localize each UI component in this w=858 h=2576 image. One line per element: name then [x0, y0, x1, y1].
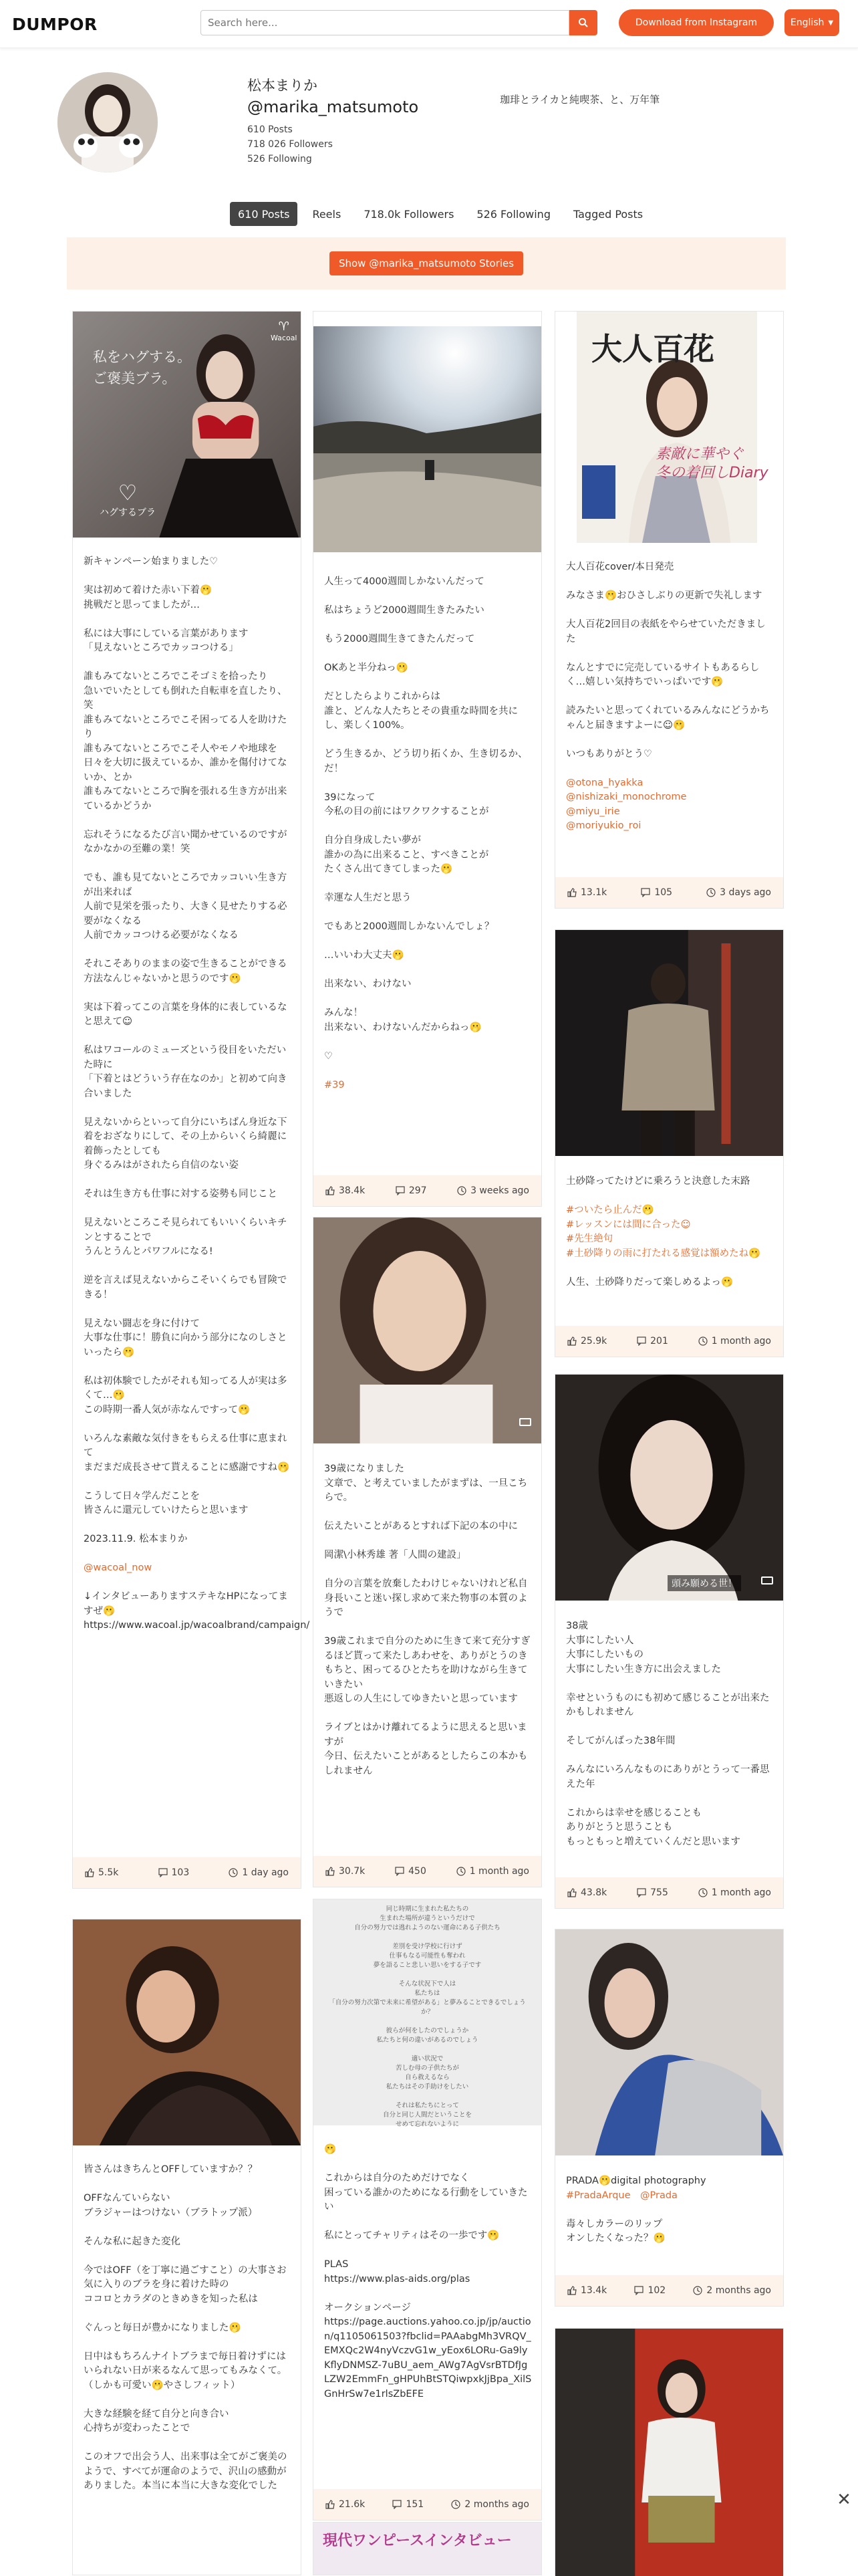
- thumbs-up-icon: [325, 1186, 335, 1195]
- ad-heart: ♡ ハグするブラ: [100, 480, 156, 518]
- avatar-photo: [57, 72, 158, 172]
- post-caption: 新キャンペーン始まりました♡ 実は初めて着けた赤い下着🫢 挑戦だと思ってましたが… 私には大事にしている言葉があります 「見えないところでカッコつける」 誰もみてないところでこそゴミを拾ったり 急いでいたとしても倒れた自転車を直したり、笑 誰もみてないところでこそ困ってる人を助けたり 誰もみてないところでこそ人やモノや地球を 日々を大切に扱えているか、誰かを傷付けてないか、とか 誰もみてないところで胸を張れる生き方が出来ているかどうか 忘れそうになるたび言い聞かせているのですが なかなかの至難の業！笑 でも、誰も見てないところでカッコいい生き方が出来れば 人前で見栄を張ったり、大きく見せたりする必要がなくなる 人前でカッコつける必要がなくなる それこそありのままの姿で生きることができる方法なんじゃないかと思うのです🫢 実は下着ってこの言葉を身体的に表しているなと思えて☺︎ 私はワコールのミューズという役目をいただいた時に 「下着とはどういう存在なのか」と初めて向き合いました 見えないからといって自分にいちばん身近な下着をおざなりにして、その上からいくら綺麗に着飾ったとしても 身ぐるみはがされたら自信のない姿 それは生き方も仕事に対する姿勢も同じこと 見えないところこそ見られてもいいくらいキチンとすることで うんとうんとパワフルになる! 逆を言えば見えないからこそいくらでも冒険できる！ 見えない闘志を身に付けて 大事な仕事に！勝負に向かう部分になのしさといったら🫢 私は初体験でしたがそれも知ってる人が実は多くて…🫢 この時期一番人気が赤なんですって🫢 いろんな素敵な気付きをもらえる仕事に恵まれて まだまだ成長させて貰えることに感謝ですね🫢 こうして日々学んだことを 皆さんに還元していけたらと思います 2023.11.9. 松本まりか @wacoal_now ↓インタビューありますステキなHPになってますぜ🫢 https://www.wacoal.jp/wacoalbrand/campaign/: [84, 556, 310, 1631]
- post-stats: [555, 1877, 783, 1908]
- clock-icon: [457, 1186, 466, 1195]
- thumbs-up-icon: [567, 1336, 577, 1346]
- post-caption: 38歳 大事にしたい人 大事にしたいもの 大事にしたい生き方に出会えました 幸せというものにも初めて感じることが出来たかもしれません そしてがんばった38年間 みんなにいろんなものにありがとうって一番思えた年 これからは幸せを感じることも ありがとうと思うことも もっともっと増えていくんだと思います: [566, 1621, 770, 1847]
- post-date: 1 month ago: [698, 1887, 771, 1898]
- post-image: [555, 1929, 783, 2155]
- post-stats: [313, 2489, 541, 2520]
- tab-tagged[interactable]: Tagged Posts: [573, 207, 644, 221]
- tab-following[interactable]: 526 Following: [476, 207, 551, 221]
- post-stats: [555, 1326, 783, 1357]
- language-selector[interactable]: [784, 9, 839, 36]
- post-image: [555, 312, 783, 543]
- thumbs-up-icon: [325, 2500, 335, 2509]
- clock-icon: [229, 1868, 238, 1877]
- post-stats: [555, 877, 783, 908]
- comments: 755: [637, 1887, 668, 1898]
- post-card[interactable]: [313, 1217, 542, 1887]
- likes: 25.9k: [567, 1336, 607, 1346]
- post-image: [313, 1899, 541, 2128]
- post-image: [73, 1919, 301, 2145]
- comments: 297: [396, 1185, 427, 1196]
- show-stories-button[interactable]: Show @marika_matsumoto Stories: [329, 251, 523, 275]
- post-caption: 大人百花cover/本日発売 みなさま🫢おひさしぶりの更新で失礼します 大人百花2回目の表紙をやらせていただきました なんとすでに完売しているサイトもあるらしく…嬉しい気持ちでいっぱいです🫢 読みたいと思ってくれているみんなにどうかちゃんと届きますよーに☺︎🫢 いつもありがとう♡ @otona_hyakka @nishizaki_monochrome @miyu_irie @moriyukio_roi: [566, 562, 770, 831]
- post-card[interactable]: [313, 311, 542, 1207]
- chevron-down-icon: ▼: [828, 19, 834, 27]
- comments: 151: [392, 2499, 424, 2510]
- likes: 30.7k: [325, 1866, 365, 1877]
- charity-poem: 同じ時期に生まれた私たちの 生まれた場所が違うというだけで 自分の努力では逃れようのない運命にある子供たち 差別を受け学校に行けず 仕事もなる可能性も奪われ 夢を語ること悲しい思いをする子です そんな状況下で人は 私たちは 「自分の努力次第で未来に希望がある」と夢みることできるでしょうか？ 彼らが何をしたのでしょうか 私たちと何の違いがあるのでしょう 適い状況で 苦しむ母の子供たちが 自ら救えるなら 私たちはその手助けをしたい それは私たちにとって 自分と同じ人間だということを せめて忘れないように: [329, 1905, 526, 2128]
- language-label: English: [790, 17, 825, 28]
- post-image: [555, 2329, 783, 2576]
- post-date: 2 months ago: [451, 2499, 529, 2510]
- clock-icon: [698, 1336, 708, 1346]
- post-image: [313, 1217, 541, 1443]
- search-icon: [578, 17, 589, 28]
- post-card[interactable]: [313, 1899, 542, 2521]
- post-date: 1 month ago: [456, 1866, 529, 1877]
- close-icon[interactable]: ✕: [837, 2490, 851, 2510]
- magazine-title: 現代ワンピースインタビュー: [323, 2533, 512, 2549]
- avatar: [57, 72, 158, 172]
- post-card[interactable]: [72, 311, 310, 1889]
- comment-icon: [392, 2500, 402, 2509]
- post-card[interactable]: [72, 1919, 301, 2575]
- clock-icon: [706, 888, 716, 897]
- download-button[interactable]: Download from Instagram: [619, 9, 774, 36]
- thumbs-up-icon: [567, 888, 577, 897]
- magazine-headline: 素敵に華やぐ 冬の着回しDiary: [656, 446, 768, 481]
- tab-posts[interactable]: 610 Posts: [230, 202, 297, 226]
- likes: 43.8k: [567, 1887, 607, 1898]
- post-caption: 39歳になりました 文章で、と考えていましたがまずは、一旦こちらで。 伝えたいことがあるとすれば下記の本の中に 岡潔\小林秀雄 著「人間の建設」 自分の言葉を放棄したわけじゃないけれど私自身長いこと迷い探し求めて来た物事の本質のようで 39歳これまで自分のために生きて来て充分すぎるほど貰って来たしあわせを、ありがとうのきもちと、困ってるひとたちを助けながら生きていきたい 悪返しの人生にしてゆきたいと思っています ライブとはかけ離れてるように思えると思いますが 今日、伝えたいことがあるとしたらこの本かもしれません: [324, 1463, 531, 1776]
- profile-tabs: [230, 202, 651, 226]
- post-card[interactable]: [313, 2522, 542, 2575]
- post-image: [313, 326, 541, 552]
- post-date: 2 months ago: [693, 2285, 771, 2296]
- comments: 103: [158, 1867, 190, 1878]
- thumbs-up-icon: [567, 2286, 577, 2295]
- likes: 38.4k: [325, 1185, 365, 1196]
- post-caption: 皆さんはきちんとOFFしていますか？？ OFFなんていらない ブラジャーはつけない（ブラトップ派） そんな私に起きた変化 今ではOFF（を丁寧に過ごすこと）の大事さお気に入りのブラを身に着けた時の ココロとカラダのときめきを知った私は ぐんっと毎日が豊かになりました🫢 日中はもちろんナイトブラまで毎日着けずにはいられない日が来るなんて思ってもみなくて。（しかも可愛い🫢やさしフィット） 大きな経験を経て自分と向き合い 心持ちが変わったことで このオフで出会う人、出来事は全てがご褒美のようで、すべてが運命のようで、沢山の感動がありました。本当に本当に大きな変化でした: [84, 2164, 287, 2491]
- post-date: 3 weeks ago: [457, 1185, 529, 1196]
- comments: 201: [637, 1336, 668, 1346]
- likes: 5.5k: [85, 1867, 118, 1878]
- ad-copy: 私をハグする。 ご褒美ブラ。: [93, 349, 191, 386]
- comment-icon: [637, 1336, 646, 1346]
- profile-username: @marika_matsumoto: [247, 98, 419, 116]
- search-input[interactable]: [200, 10, 569, 35]
- clock-icon: [451, 2500, 460, 2509]
- video-icon: [761, 1576, 773, 1585]
- post-image: [555, 1375, 783, 1601]
- comments: 105: [641, 887, 672, 898]
- post-stats: [313, 1175, 541, 1206]
- post-stats: [313, 1856, 541, 1887]
- post-card[interactable]: [555, 2328, 784, 2575]
- wacoal-logo: ♈ Wacoal: [271, 320, 297, 342]
- thumbs-up-icon: [567, 1888, 577, 1897]
- post-caption: 人生って4000週間しかないんだって 私はちょうど2000週間生きたみたい もう2000週間生きてきたんだって OKあと半分ねっ🫢 だとしたらよりこれからは 誰と、どんな人たちとその貴重な時間を共にし、楽しく100%。 どう生きるか、どう切り拓くか、生き切るか、だ！ 39になって 今私の目の前にはワクワクすることが 自分自身成したい夢が 誰かの為に出来ること、すべきことが たくさん出てきてしまった🫢 幸運な人生だと思う でもあと2000週間しかないんでしょ？ …いいわ大丈夫🫢 出来ない、わけない みんな！ 出来ない、わけないんだからねっ🫢 ♡ #39: [324, 576, 528, 1090]
- likes: 13.1k: [567, 887, 607, 898]
- tab-reels[interactable]: Reels: [312, 207, 341, 221]
- post-card[interactable]: [555, 1374, 784, 1909]
- post-caption: PRADA🫢digital photography #PradaArque @Prada 毒々しカラーのリップ オンしたくなった？🫢: [566, 2176, 706, 2244]
- video-icon: [519, 1418, 531, 1426]
- post-caption: 土砂降ってたけどに乗ろうと決意した末路 #ついたら止んだ🫢 #レッスンには間に合った☺︎ #先生絶句 #土砂降りの雨に打たれる感覚は額めたね🫢 人生、土砂降りだって楽しめるよっ🫢: [566, 1176, 761, 1288]
- comment-icon: [637, 1888, 646, 1897]
- thumbs-up-icon: [85, 1868, 94, 1877]
- likes: 13.4k: [567, 2285, 607, 2296]
- post-stats: [73, 1857, 301, 1888]
- site-logo[interactable]: DUMPOR: [12, 15, 98, 34]
- clock-icon: [456, 1867, 466, 1876]
- video-caption: 頭み願める世！: [668, 1575, 741, 1591]
- following-count: 526 Following: [247, 154, 312, 164]
- post-date: 3 days ago: [706, 887, 771, 898]
- post-image: [555, 930, 783, 1156]
- post-card[interactable]: [555, 929, 784, 1357]
- clock-icon: [698, 1888, 708, 1897]
- stories-banner: [67, 237, 786, 289]
- likes: 21.6k: [325, 2499, 365, 2510]
- comment-icon: [158, 1868, 168, 1877]
- post-caption: 🫢 これからは自分のためだけでなく 困っている誰かのためになる行動をしていきたい 私にとってチャリティはその一歩です🫢 PLAS https://www.plas-aids.org/plas オークションページ https://page.auctions.yahoo.co.jp/jp/auction/q1105061503?fbclid=PAAabgMh3VRQV_EMXQc2W4nyVczvG1w_yEox6LORu-Ga9lyKflyDNMSZ-7uBU_aem_AWg7AgVsrBTDfJgLZW2EmmFn_gHPUhBtSTQiwpxkJjBpa_XilSGnHrSw7e1rlsZbEFE: [324, 2144, 532, 2399]
- profile-bio: 珈琲とライカと純喫茶、と、万年筆: [500, 94, 660, 106]
- comment-icon: [395, 1867, 404, 1876]
- followers-count: 718 026 Followers: [247, 139, 333, 150]
- clock-icon: [693, 2286, 702, 2295]
- post-card[interactable]: [555, 311, 784, 909]
- profile-name: 松本まりか: [247, 78, 317, 94]
- comment-icon: [634, 2286, 644, 2295]
- search-button[interactable]: [569, 10, 597, 35]
- comment-icon: [396, 1186, 405, 1195]
- comment-icon: [641, 888, 650, 897]
- post-date: 1 day ago: [229, 1867, 289, 1878]
- post-date: 1 month ago: [698, 1336, 771, 1346]
- posts-count: 610 Posts: [247, 124, 293, 135]
- comments: 450: [395, 1866, 426, 1877]
- post-stats: [555, 2275, 783, 2306]
- post-card[interactable]: [555, 1929, 784, 2307]
- tab-followers[interactable]: 718.0k Followers: [364, 207, 454, 221]
- thumbs-up-icon: [325, 1867, 335, 1876]
- comments: 102: [634, 2285, 666, 2296]
- magazine-title: 大人百花: [591, 331, 714, 367]
- top-header: [0, 0, 858, 48]
